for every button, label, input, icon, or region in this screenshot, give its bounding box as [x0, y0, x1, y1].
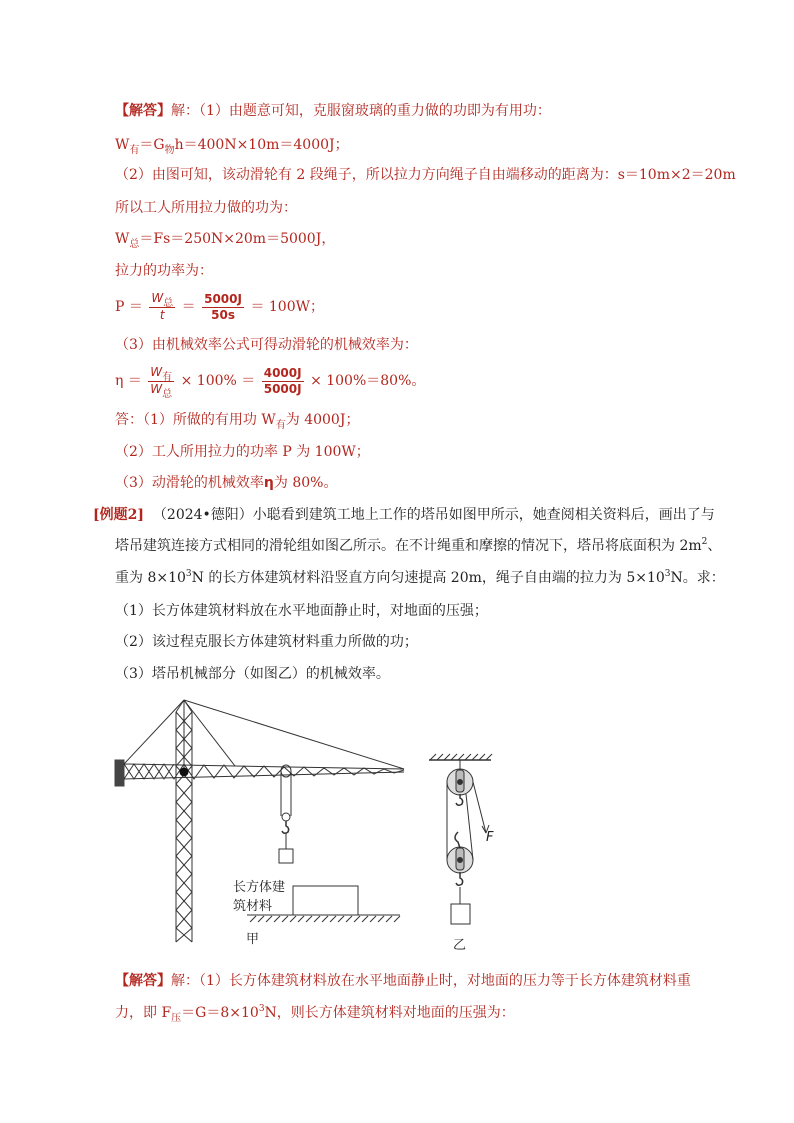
fixed-pulley-axle	[458, 780, 463, 785]
question-3: （3）塔吊机械部分（如图乙）的机械效率。	[115, 666, 390, 682]
answer-2-line-1	[115, 971, 691, 991]
pivot-joint	[180, 768, 188, 776]
ans3-a: （3）动滑轮的机械效率	[115, 475, 264, 491]
distance-line: （2）由图可知，该动滑轮有 2 段绳子，所以拉力方向绳子自由端移动的距离为：s＝10m×2＝20m	[115, 167, 736, 183]
answer-2-text-1: 解：（1）长方体建筑材料放在水平地面静止时，对地面的压力等于长方体建筑材料重	[171, 973, 691, 989]
ans2-l2-b: ＝G＝8×10	[181, 1005, 259, 1021]
ans2-l2-sub: 压	[171, 1013, 182, 1024]
pulley-load	[451, 904, 470, 924]
efficiency-intro: （3）由机械效率公式可得动滑轮的机械效率为：	[115, 337, 418, 353]
useful-work-symbol: W	[115, 137, 130, 153]
material-block	[293, 886, 358, 915]
eff-num-sub: 有	[162, 371, 173, 383]
rope-free-end	[473, 782, 486, 833]
ans-intro-sub: 有	[275, 420, 286, 431]
example-tag: [例题2]	[93, 507, 144, 523]
power-num-sub: 总	[163, 298, 174, 309]
ans-intro-end: 为 4000J；	[285, 412, 360, 428]
total-work-symbol: W	[115, 231, 130, 247]
useful-work-subscript: 有	[129, 145, 140, 156]
ceiling-hatch	[430, 754, 492, 760]
hook-4	[456, 872, 463, 885]
eff-den-w: W	[150, 381, 163, 396]
example-2-text-1: （2024•德阳）小聪看到建筑工地上工作的塔吊如图甲所示，她查阅相关资料后，画出了与	[152, 507, 715, 523]
eff-den-5000j: 5000J	[263, 381, 302, 396]
power-den-50s: 50s	[211, 307, 235, 322]
efficiency-lhs: η ＝	[115, 373, 142, 389]
total-work-subscript: 总	[129, 239, 140, 250]
efficiency-mid: × 100% ＝	[180, 373, 256, 389]
ground-hatch	[250, 916, 400, 922]
power-result: ＝ 100W；	[250, 299, 324, 315]
material-label-line-1: 长方体建	[233, 880, 286, 895]
figure-label-yi: 乙	[453, 938, 467, 953]
eff-num-4000j: 4000J	[263, 365, 302, 380]
useful-work-eq-g: ＝G	[139, 137, 165, 153]
answer-1-intro: 解：（1）由题意可知，克服窗玻璃的重力做的功即为有用功：	[171, 103, 551, 119]
ex2-l3-sup2: 3	[664, 569, 671, 579]
efficiency-result: × 100%＝80%。	[310, 373, 426, 389]
jib-lattice-back	[124, 764, 174, 779]
hook-1	[282, 821, 289, 833]
ex2-l2-sup: 2	[701, 537, 708, 547]
ex2-l3-b: N 的长方体建筑材料沿竖直方向匀速提高 20m，绳子自由端的拉力为 5×10	[191, 570, 665, 586]
power-den-t: t	[159, 308, 165, 322]
ex2-l2-b: 、	[707, 538, 722, 554]
answer-tag: 【解答】	[115, 103, 171, 119]
force-label: F	[486, 830, 494, 845]
cable-back	[124, 700, 184, 764]
ans3-eta: η	[263, 475, 274, 491]
question-1: （1）长方体建筑材料放在水平地面静止时，对地面的压强；	[115, 603, 488, 619]
power-eq: ＝	[181, 299, 196, 315]
ex2-l3-c: N。求：	[670, 570, 725, 586]
figure-label-jia: 甲	[246, 932, 260, 947]
hook-block	[282, 813, 290, 821]
hook-2	[456, 794, 463, 805]
material-label-line-2: 筑材料	[233, 899, 273, 914]
power-lhs: P ＝	[115, 299, 143, 315]
answer-power: （2）工人所用拉力的功率 P 为 100W；	[115, 444, 370, 460]
question-2: （2）该过程克服长方体建筑材料重力所做的功；	[115, 634, 418, 650]
ans2-l2-c: N，则长方体建筑材料对地面的压强为：	[264, 1005, 515, 1021]
answer-2-line-2	[115, 1003, 515, 1025]
power-num-w: W	[151, 291, 164, 305]
moving-pulley-axle	[458, 858, 463, 863]
ex2-l3-sup: 3	[185, 569, 192, 579]
counterweight-block	[115, 760, 124, 786]
ex2-l2-a: 塔吊建筑连接方式相同的滑轮组如图乙所示。在不计绳重和摩擦的情况下，塔吊将底面积为 2m	[115, 538, 702, 554]
total-work-intro: 所以工人所用拉力做的功为：	[115, 200, 297, 216]
cable-front-tip	[184, 700, 404, 769]
eff-num-w: W	[150, 364, 163, 379]
hook-3	[455, 832, 460, 848]
answer-2-tag: 【解答】	[115, 973, 171, 989]
ans-intro: 答：（1）所做的有用功 W	[115, 412, 276, 428]
hanging-load	[279, 849, 293, 863]
power-num-5000j: 5000J	[204, 291, 242, 306]
useful-work-subscript-2: 物	[164, 145, 175, 156]
power-intro: 拉力的功率为：	[115, 263, 213, 279]
ans2-l2-a: 力，即 F	[115, 1005, 172, 1021]
total-work-value: ＝Fs＝250N×20m＝5000J，	[139, 231, 336, 247]
ans2-l2-sup: 3	[258, 1004, 265, 1014]
ans3-b: 为 80%。	[273, 475, 338, 491]
eff-den-sub: 总	[162, 388, 173, 400]
useful-work-value: h＝400N×10m＝4000J；	[174, 137, 349, 153]
ex2-l3-a: 重为 8×10	[115, 570, 186, 586]
pulley-system-diagram	[429, 754, 492, 924]
